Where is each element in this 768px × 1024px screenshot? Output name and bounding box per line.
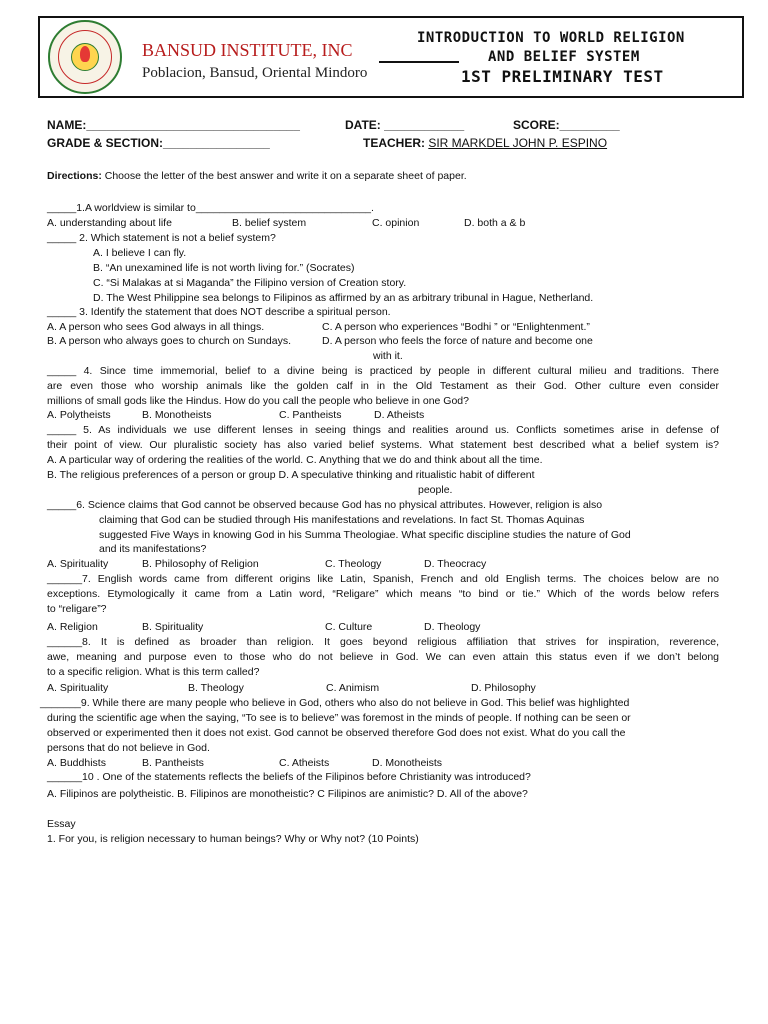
text-line: ______7. English words came from different origins like Latin, Spanish, French and old English terms. The choices below are no [47, 573, 719, 585]
text-line: _____ 3. Identify the statement that does NOT describe a spiritual person. [47, 306, 391, 318]
text-line: awe, meaning and purpose even to those who do not believe in God. We can even attain this status even if we don’t belong [47, 651, 719, 663]
text-line: ______10 . One of the statements reflects the beliefs of the Filipinos before Christianity was introduced? [47, 771, 531, 783]
text-line: C. “Si Malakas at si Maganda” the Filipino version of Creation story. [93, 277, 407, 289]
text-line: C. opinion [372, 217, 420, 229]
text-line: with it. [373, 350, 403, 362]
text-line: A. understanding about life [47, 217, 172, 229]
header-divider [379, 61, 459, 63]
text-line: A. Buddhists [47, 757, 106, 769]
teacher-name: SIR MARKDEL JOHN P. ESPINO [428, 136, 608, 150]
exam-title-line1: INTRODUCTION TO WORLD RELIGION [417, 30, 685, 46]
text-line: D. A person who feels the force of nature and become one [322, 335, 593, 347]
text-line: _____ 5. As individuals we use different lenses in seeing things and realities around us. Conflicts sometimes arise in defense of [47, 424, 719, 436]
text-line: persons that do not believe in God. [47, 742, 210, 754]
name-field: NAME:________________________________ [47, 118, 300, 132]
text-line: _______9. While there are many people who believe in God, others who also do not believe in God. This belief was highlighted [40, 697, 630, 709]
text-line: suggested Five Ways in knowing God in his Summa Theologiae. What specific discipline studies the nature of God [99, 529, 631, 541]
text-line: C. A person who experiences “Bodhi ” or “Enlightenment.” [322, 321, 590, 333]
text-line: and its manifestations? [99, 543, 207, 555]
text-line: D. Monotheists [372, 757, 443, 769]
text-line: B. Philosophy of Religion [142, 558, 259, 570]
text-line: D. The West Philippine sea belongs to Filipinos as affirmed by an as arbitrary tribunal in Hague, Netherland. [93, 292, 594, 304]
text-line: are even those who worship animals like the golden calf in in the Old Testament as their God. Other culture even consider [47, 380, 719, 392]
text-line: B. “An unexamined life is not worth living for.” (Socrates) [93, 262, 355, 274]
text-line: B. The religious preferences of a person or group D. A speculative thinking and ritualistic habit of different [47, 469, 535, 481]
exam-title-line2: AND BELIEF SYSTEM [488, 49, 640, 65]
text-line: D. Theology [424, 621, 481, 633]
text-line: their point of view. Our pluralistic society has also varied belief systems. What statement best described what a belief system is? [47, 439, 719, 451]
text-line: during the scientific age when the saying, “To see is to believe” was foremost in the minds of people. If nothing can be seen or [47, 712, 631, 724]
text-line: A. Spirituality [47, 558, 109, 570]
grade-section-field: GRADE & SECTION:________________ [47, 136, 270, 150]
text-line: to a specific religion. What is this term called? [47, 666, 260, 678]
text-line: C. Atheists [279, 757, 330, 769]
text-line: C. Theology [325, 558, 382, 570]
text-line: B. Monotheists [142, 409, 212, 421]
text-line: C. Animism [326, 682, 380, 694]
text-line: A. Religion [47, 621, 98, 633]
text-line: A. A particular way of ordering the realities of the world. C. Anything that we do and think about all the time. [47, 454, 543, 466]
text-line: D. Philosophy [471, 682, 536, 694]
text-line: D. Theocracy [424, 558, 487, 570]
text-line: A. Polytheists [47, 409, 111, 421]
text-line: millions of small gods like the Hindus. How do you call the people who believe in one God? [47, 395, 469, 407]
text-line: A. Spirituality [47, 682, 109, 694]
text-line: _____ 2. Which statement is not a belief system? [47, 232, 276, 244]
text-line: B. Pantheists [142, 757, 204, 769]
text-line: A. A person who sees God always in all things. [47, 321, 265, 333]
text-line: 1. For you, is religion necessary to human beings? Why or Why not? (10 Points) [47, 833, 419, 845]
directions-label: Directions: [47, 170, 102, 182]
teacher-label: TEACHER: [363, 136, 429, 150]
text-line: C. Culture [325, 621, 373, 633]
exam-title-line3: 1ST PRELIMINARY TEST [461, 67, 664, 86]
text-line: B. Theology [188, 682, 244, 694]
text-line: A. Filipinos are polytheistic. B. Filipinos are monotheistic? C Filipinos are animistic? D. All of the above? [47, 788, 528, 800]
text-line: B. Spirituality [142, 621, 204, 633]
text-line: Essay [47, 818, 76, 830]
school-name: BANSUD INSTITUTE, INC [142, 40, 353, 60]
school-seal-logo [48, 20, 122, 94]
score-field: SCORE:_________ [513, 118, 620, 132]
text-line: D. both a & b [464, 217, 526, 229]
torch-icon [80, 46, 90, 62]
text-line: _____6. Science claims that God cannot be observed because God has no physical attributes. However, religion is also [47, 499, 603, 511]
date-field: DATE: ____________ [345, 118, 465, 132]
text-line: D. Atheists [374, 409, 425, 421]
text-line: exceptions. Etymologically it came from a Latin word, “Religare” which means “to bind or tie.” Which of the words below refers [47, 588, 719, 600]
text-line: observed or experimented then it does not exist. God cannot be observed therefore God does not exist. What do you call the [47, 727, 626, 739]
text-line: people. [418, 484, 453, 496]
directions [47, 171, 467, 182]
text-line: B. belief system [232, 217, 307, 229]
text-line: B. A person who always goes to church on Sundays. [47, 335, 291, 347]
text-line: C. Pantheists [279, 409, 342, 421]
text-line: to “religare”? [47, 603, 107, 615]
text-line: claiming that God can be studied through His manifestations and revelations. In fact St. Thomas Aquinas [99, 514, 585, 526]
school-address: Poblacion, Bansud, Oriental Mindoro [142, 65, 368, 81]
text-line: ______8. It is defined as broader than religion. It goes beyond religious affiliation that strives for inspiration, reverence, [47, 636, 719, 648]
text-line: _____1.A worldview is similar to______________________________. [47, 202, 374, 214]
text-line: A. I believe I can fly. [93, 247, 187, 259]
text-line: _____ 4. Since time immemorial, belief to a divine being is practiced by people in different cultural milieu and traditions. There [47, 365, 719, 377]
teacher-field [363, 137, 607, 149]
directions-text: Choose the letter of the best answer and write it on a separate sheet of paper. [101, 170, 467, 182]
